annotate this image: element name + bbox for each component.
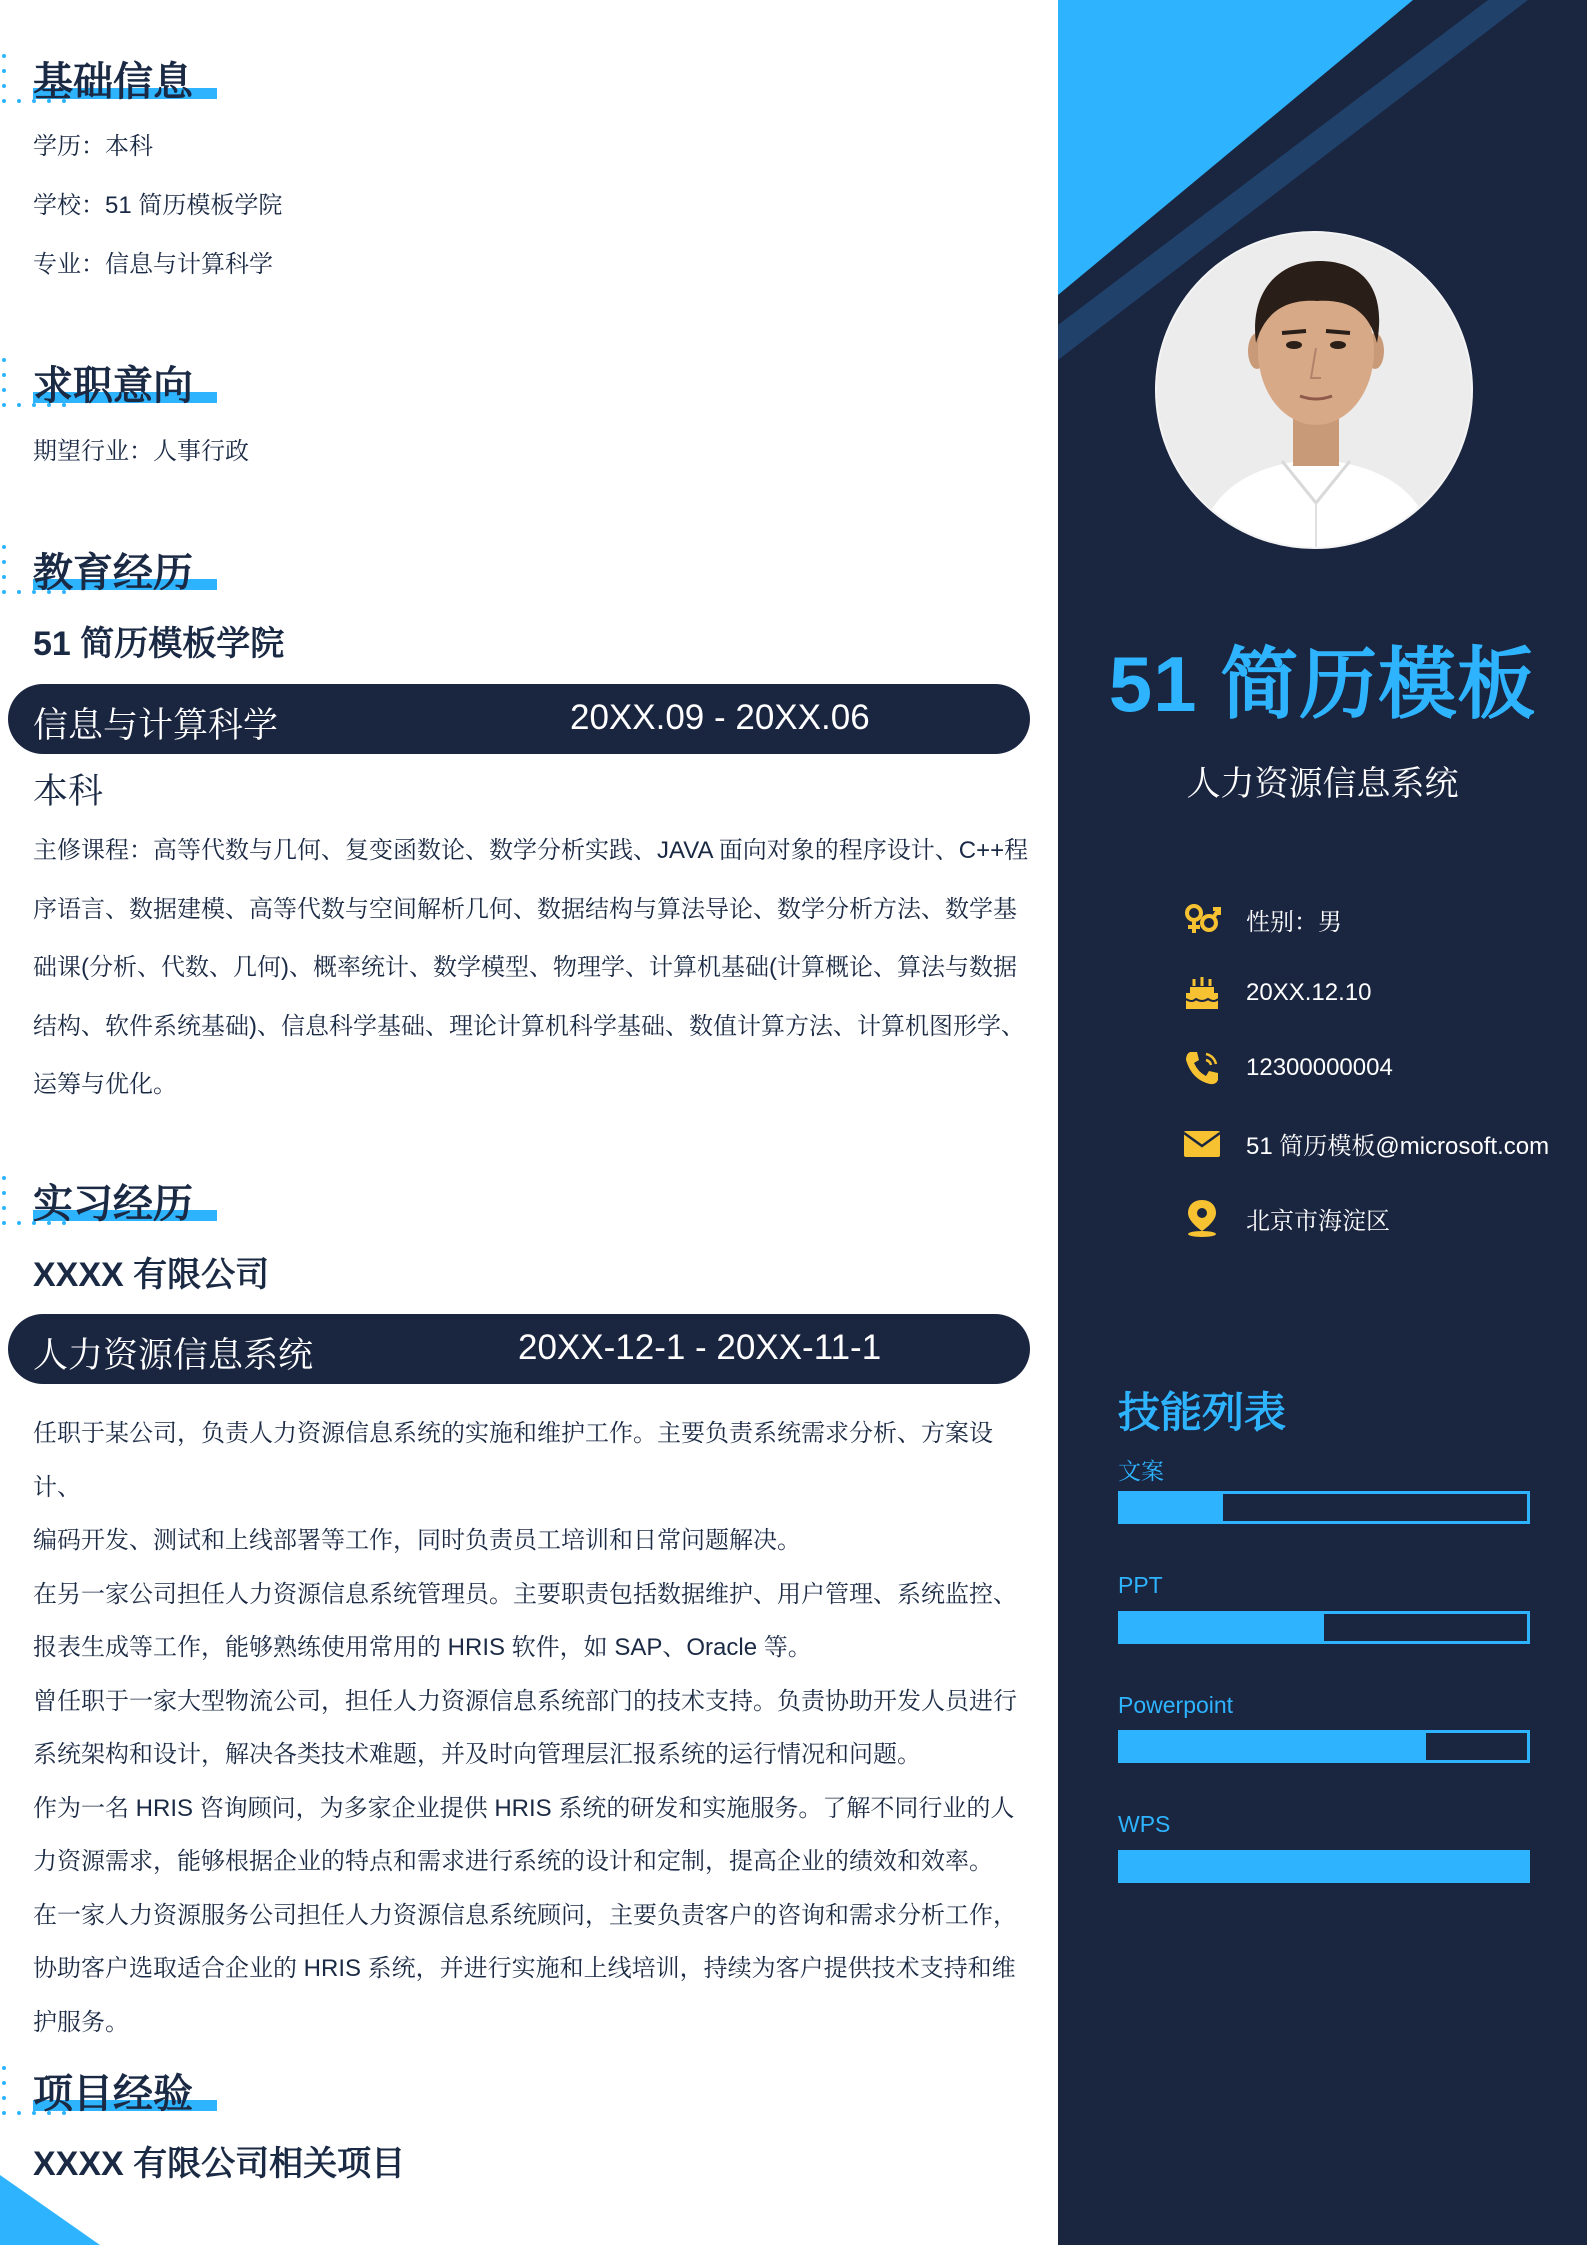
- location-pin-icon: [1182, 1198, 1222, 1238]
- internship-line: 报表生成等工作，能够熟练使用常用的 HRIS 软件，如 SAP、Oracle 等。: [33, 1634, 812, 1661]
- section-title-education: 教育经历: [33, 551, 193, 595]
- education-header-bar: [8, 684, 1030, 754]
- skill-bar-fill: [1121, 1614, 1324, 1641]
- internship-line: 编码开发、测试和上线部署等工作，同时负责员工培训和日常问题解决。: [33, 1527, 801, 1554]
- sidebar: [1058, 0, 1587, 2245]
- gender-text: 性别：男: [1246, 908, 1342, 936]
- section-title-job-intention: 求职意向: [33, 364, 193, 408]
- education-major: 信息与计算科学: [33, 706, 279, 745]
- internship-line: 曾任职于一家大型物流公司，担任人力资源信息系统部门的技术支持。负责协助开发人员进行: [33, 1687, 1017, 1715]
- section-title-basic-info: 基础信息: [33, 60, 193, 104]
- skill-bar: [1118, 1491, 1530, 1524]
- skill-name: 文案: [1118, 1458, 1164, 1484]
- section-title-projects: 项目经验: [33, 2072, 193, 2116]
- education-period: 20XX.09 - 20XX.06: [570, 698, 870, 737]
- internship-line: 力资源需求，能够根据企业的特点和需求进行系统的设计和定制，提高企业的绩效和效率。: [33, 1848, 993, 1875]
- contact-address: [1182, 1196, 1390, 1240]
- skills-title: 技能列表: [1118, 1389, 1287, 1436]
- internship-line: 协助客户选取适合企业的 HRIS 系统，并进行实施和上线培训，持续为客户提供技术支持和维: [33, 1955, 1016, 1982]
- major-info: 专业：信息与计算科学: [33, 251, 273, 278]
- internship-company: XXXX 有限公司: [33, 1256, 270, 1294]
- expected-industry: 期望行业：人事行政: [33, 438, 249, 465]
- skill-name: WPS: [1118, 1811, 1171, 1837]
- courses-line: 运筹与优化。: [33, 1071, 177, 1098]
- internship-description: [33, 1407, 1031, 2049]
- internship-period: 20XX-12-1 - 20XX-11-1: [518, 1328, 882, 1367]
- contact-email: [1182, 1121, 1549, 1165]
- education-school-name: 51 简历模板学院: [33, 625, 285, 663]
- phone-icon: [1182, 1048, 1222, 1088]
- candidate-name: 51 简历模板: [1108, 640, 1537, 728]
- address-text: 北京市海淀区: [1246, 1207, 1390, 1235]
- mail-icon: [1182, 1123, 1222, 1163]
- section-title-internship: 实习经历: [33, 1182, 193, 1226]
- internship-line: 作为一名 HRIS 咨询顾问，为多家企业提供 HRIS 系统的研发和实施服务。了解不同行业的人: [33, 1794, 1015, 1822]
- skill-name: Powerpoint: [1118, 1692, 1234, 1718]
- skill-bar-fill: [1121, 1494, 1223, 1521]
- project-company: XXXX 有限公司相关项目: [33, 2145, 406, 2183]
- corner-triangle-decoration: [0, 2175, 110, 2245]
- courses-line: 主修课程：高等代数与几何、复变函数论、数学分析实践、JAVA 面向对象的程序设计、C++程: [33, 837, 1029, 864]
- avatar: [1155, 231, 1473, 549]
- internship-line: 护服务。: [33, 2008, 129, 2036]
- contact-gender: [1182, 897, 1342, 941]
- internship-line: 系统架构和设计，解决各类技术难题，并及时向管理层汇报系统的运行情况和问题。: [33, 1741, 921, 1768]
- education-courses: [33, 822, 1031, 1115]
- skill-bar: [1118, 1850, 1530, 1883]
- birthday-text: 20XX.12.10: [1246, 979, 1372, 1006]
- courses-line: 结构、软件系统基础)、信息科学基础、理论计算机科学基础、数值计算方法、计算机图形学、: [33, 1012, 1025, 1040]
- contact-phone: [1182, 1046, 1393, 1090]
- courses-line: 序语言、数据建模、高等代数与空间解析几何、数据结构与算法导论、数学分析方法、数学基: [33, 895, 1017, 923]
- skill-bar: [1118, 1611, 1530, 1644]
- skill-name: PPT: [1118, 1572, 1163, 1598]
- candidate-role: 人力资源信息系统: [1186, 765, 1459, 803]
- education-level: 学历：本科: [33, 133, 153, 160]
- contact-birthday: [1182, 971, 1371, 1015]
- education-degree: 本科: [33, 772, 104, 811]
- email-text: 51 简历模板@microsoft.com: [1246, 1132, 1550, 1160]
- skill-bar-fill: [1121, 1733, 1426, 1760]
- internship-line: 任职于某公司，负责人力资源信息系统的实施和维护工作。主要负责系统需求分析、方案设计、: [33, 1420, 993, 1501]
- internship-header-bar: [8, 1314, 1030, 1384]
- internship-line: 在一家人力资源服务公司担任人力资源信息系统顾问，主要负责客户的咨询和需求分析工作，: [33, 1901, 1017, 1929]
- skill-bar: [1118, 1730, 1530, 1763]
- skill-bar-fill: [1121, 1853, 1527, 1880]
- phone-text: 12300000004: [1246, 1054, 1393, 1081]
- internship-line: 在另一家公司担任人力资源信息系统管理员。主要职责包括数据维护、用户管理、系统监控、: [33, 1580, 1017, 1608]
- school-info: 学校：51 简历模板学院: [33, 192, 283, 219]
- cake-icon: [1182, 973, 1222, 1013]
- courses-line: 础课(分析、代数、几何)、概率统计、数学模型、物理学、计算机基础(计算概论、算法与数据: [33, 954, 1017, 981]
- gender-icon: [1182, 899, 1222, 939]
- portrait-photo: [1157, 233, 1473, 549]
- internship-position: 人力资源信息系统: [33, 1336, 314, 1375]
